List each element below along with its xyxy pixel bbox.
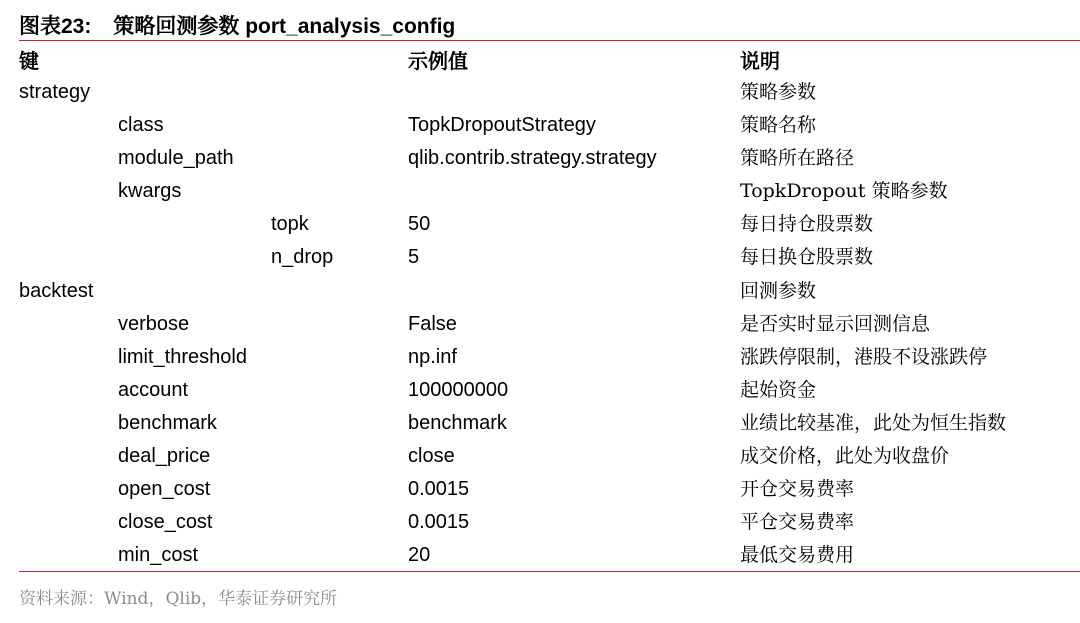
row-key: module_path xyxy=(118,147,234,170)
table-row xyxy=(0,539,1080,572)
row-description: 业绩比较基准，此处为恒生指数 xyxy=(740,411,1007,434)
row-key: strategy xyxy=(19,81,91,103)
row-value: False xyxy=(408,312,457,335)
row-key: open_cost xyxy=(118,478,211,501)
row-description: 每日持仓股票数 xyxy=(740,213,874,236)
figure-title-text: 策略回测参数 port_analysis_config xyxy=(113,15,456,38)
row-key: kwargs xyxy=(118,180,182,203)
row-value: 100000000 xyxy=(408,378,509,401)
row-description: 开仓交易费率 xyxy=(740,478,855,501)
row-description: 策略参数 xyxy=(740,81,817,103)
row-description: 每日换仓股票数 xyxy=(740,246,874,269)
row-key: class xyxy=(118,114,164,137)
row-value: TopkDropoutStrategy xyxy=(408,114,596,137)
row-key: limit_threshold xyxy=(118,345,247,368)
table-row xyxy=(0,341,1080,374)
row-description: 涨跌停限制，港股不设涨跌停 xyxy=(740,345,988,368)
row-description: 回测参数 xyxy=(740,279,817,302)
table-row xyxy=(0,440,1080,473)
row-key: backtest xyxy=(19,279,94,302)
source-note: 资料来源：Wind，Qlib，华泰证券研究所 xyxy=(19,589,338,609)
row-description: 是否实时显示回测信息 xyxy=(740,312,931,335)
row-key: benchmark xyxy=(118,411,217,434)
figure-label: 图表23: xyxy=(19,15,92,38)
bottom-rule xyxy=(19,571,1080,572)
table-row xyxy=(0,241,1080,274)
row-key: close_cost xyxy=(118,511,213,534)
table-row xyxy=(0,308,1080,341)
row-key: n_drop xyxy=(271,246,334,269)
row-value: 50 xyxy=(408,213,431,236)
header-description: 说明 xyxy=(740,49,780,73)
row-value: 20 xyxy=(408,544,431,567)
row-description: 最低交易费用 xyxy=(740,544,855,567)
row-key: account xyxy=(118,378,189,401)
row-description: 策略所在路径 xyxy=(740,147,855,170)
row-value: close xyxy=(408,445,455,468)
row-value: 5 xyxy=(408,246,420,269)
config-table xyxy=(0,76,1080,572)
header-value: 示例值 xyxy=(408,49,468,73)
row-key: verbose xyxy=(118,312,190,335)
row-value: 0.0015 xyxy=(408,511,470,534)
table-row xyxy=(0,506,1080,539)
table-row xyxy=(0,473,1080,506)
row-value: 0.0015 xyxy=(408,478,470,501)
row-value: qlib.contrib.strategy.strategy xyxy=(408,147,657,170)
row-key: deal_price xyxy=(118,445,211,468)
row-key: topk xyxy=(271,213,309,236)
header-key: 键 xyxy=(19,49,39,73)
figure-title xyxy=(19,10,455,40)
row-description: 策略名称 xyxy=(740,114,817,137)
table-row xyxy=(0,407,1080,440)
row-key: min_cost xyxy=(118,544,199,567)
top-rule xyxy=(19,40,1080,41)
row-description: 平仓交易费率 xyxy=(740,511,855,534)
table-row xyxy=(0,142,1080,175)
row-description: TopkDropout 策略参数 xyxy=(740,180,948,203)
table-row xyxy=(0,109,1080,142)
row-value: np.inf xyxy=(408,345,457,368)
table-row xyxy=(0,76,1080,109)
row-description: 成交价格，此处为收盘价 xyxy=(740,445,950,468)
table-row xyxy=(0,175,1080,208)
row-value: benchmark xyxy=(408,411,507,434)
table-row xyxy=(0,208,1080,241)
row-description: 起始资金 xyxy=(740,378,817,401)
table-row xyxy=(0,374,1080,407)
table-row xyxy=(0,275,1080,308)
